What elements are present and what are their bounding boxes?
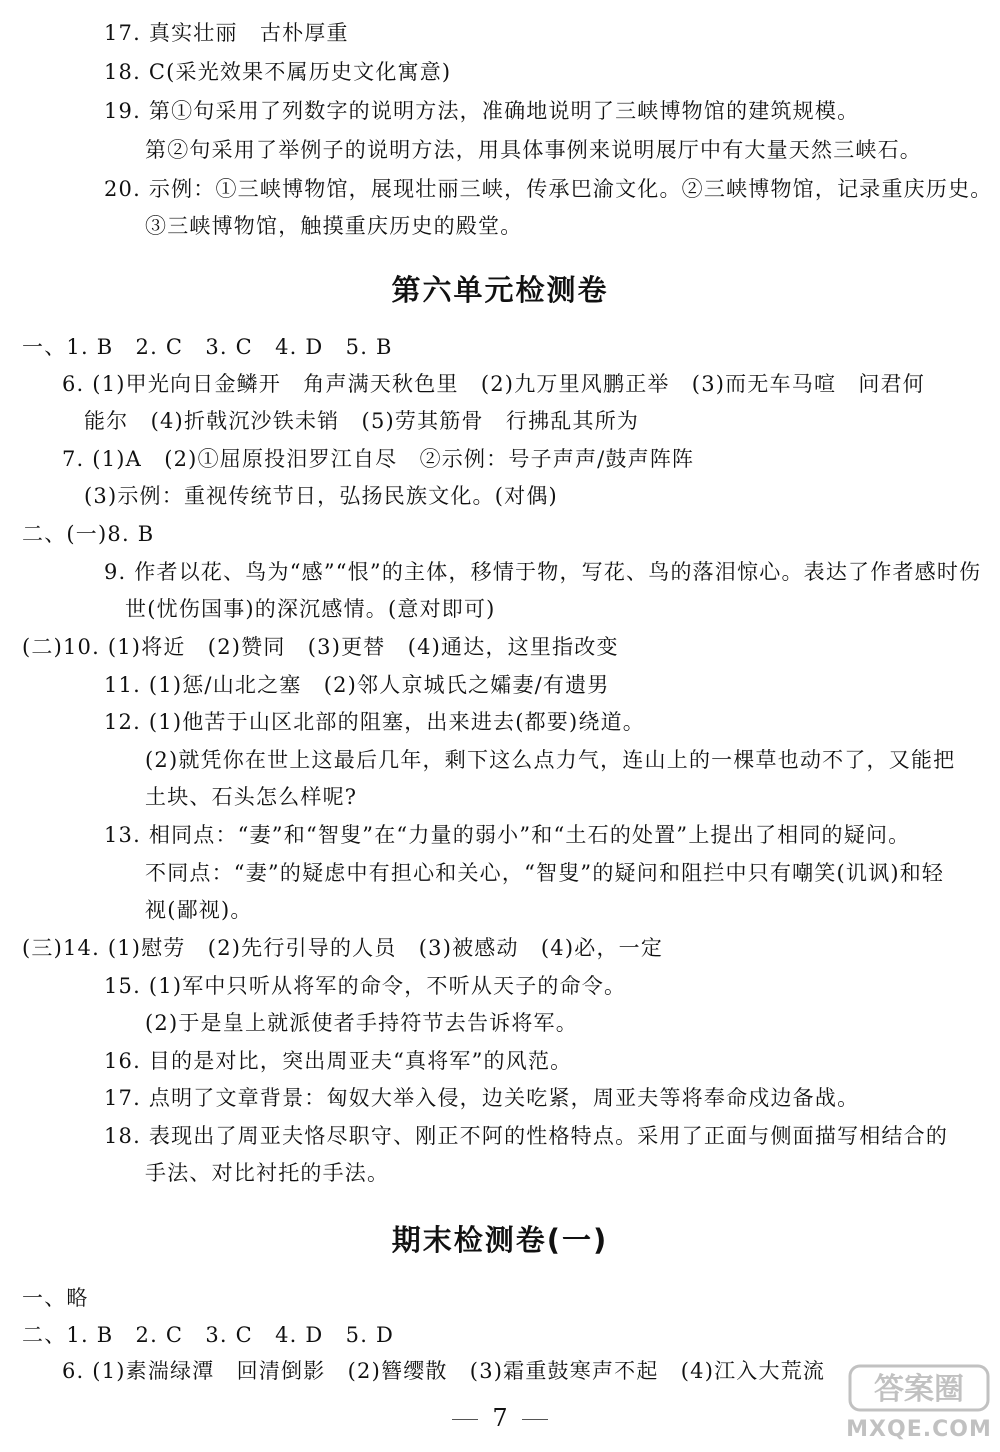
page-number-dash: [452, 1419, 478, 1420]
answer-line: 11. (1)惩/山北之塞 (2)邻人京城氏之孀妻/有遗男: [104, 673, 610, 697]
answer-line: 12. (1)他苦于山区北部的阻塞，出来进去(都要)绕道。: [104, 710, 646, 734]
answer-line: 二、(一)8. B: [22, 522, 155, 546]
answer-line: 13. 相同点：“妻”和“智叟”在“力量的弱小”和“土石的处置”上提出了相同的疑问。: [104, 823, 911, 847]
answer-line: (2)于是皇上就派使者手持符节去告诉将军。: [145, 1011, 578, 1035]
answer-line: (2)就凭你在世上这最后几年，剩下这么点力气，连山上的一棵草也动不了，又能把: [145, 748, 956, 772]
answer-line: 第②句采用了举例子的说明方法，用具体事例来说明展厅中有大量天然三峡石。: [145, 138, 922, 162]
page-number-value: 7: [492, 1404, 508, 1432]
answer-line: ③三峡博物馆，触摸重庆历史的殿堂。: [145, 214, 523, 238]
answer-line: 视(鄙视)。: [145, 898, 253, 922]
answer-line: 18. C(采光效果不属历史文化寓意): [104, 60, 452, 84]
answer-line: 土块、石头怎么样呢?: [145, 785, 358, 809]
answer-line: 6. (1)素湍绿潭 回清倒影 (2)簪缨散 (3)霜重鼓寒声不起 (4)江入大荒流: [62, 1359, 826, 1383]
answer-line: (3)示例：重视传统节日，弘扬民族文化。(对偶): [84, 484, 558, 508]
answer-line: 能尔 (4)折戟沉沙铁未销 (5)劳其筋骨 行拂乱其所为: [84, 409, 640, 433]
answer-line: 世(忧伤国事)的深沉感情。(意对即可): [125, 597, 496, 621]
answer-line: 二、1. B 2. C 3. C 4. D 5. D: [22, 1323, 394, 1347]
section-heading-unit6: 第六单元检测卷: [391, 273, 609, 307]
answer-line: 不同点：“妻”的疑虑中有担心和关心，“智叟”的疑问和阻拦中只有嘲笑(讥讽)和轻: [145, 861, 945, 885]
answer-line: 16. 目的是对比，突出周亚夫“真将军”的风范。: [104, 1049, 573, 1073]
answer-line: 18. 表现出了周亚夫恪尽职守、刚正不阿的性格特点。采用了正面与侧面描写相结合的: [104, 1124, 949, 1148]
answer-line: 手法、对比衬托的手法。: [145, 1161, 390, 1185]
svg-text:答案圈: 答案圈: [874, 1372, 964, 1407]
answer-line: (二)10. (1)将近 (2)赞同 (3)更替 (4)通达，这里指改变: [22, 635, 619, 659]
page-number-dash: [522, 1419, 548, 1420]
answer-line: 9. 作者以花、鸟为“感”“恨”的主体，移情于物，写花、鸟的落泪惊心。表达了作者感时伤: [104, 560, 982, 584]
answer-line: 一、1. B 2. C 3. C 4. D 5. B: [22, 335, 393, 359]
svg-text:MXQE.COM: MXQE.COM: [846, 1417, 992, 1442]
answer-line: 6. (1)甲光向日金鳞开 角声满天秋色里 (2)九万里风鹏正举 (3)而无车马喧 问君何: [62, 372, 925, 396]
watermark-logo: [844, 1362, 994, 1444]
section-heading-final-exam: 期末检测卷(一): [391, 1223, 609, 1257]
answer-line: 17. 点明了文章背景：匈奴大举入侵，边关吃紧，周亚夫等将奉命戍边备战。: [104, 1086, 860, 1110]
answer-line: 一、略: [22, 1286, 89, 1310]
answer-line: 17. 真实壮丽 古朴厚重: [104, 21, 349, 45]
answer-line: 15. (1)军中只听从将军的命令，不听从天子的命令。: [104, 974, 627, 998]
answer-line: 20. 示例：①三峡博物馆，展现壮丽三峡，传承巴渝文化。②三峡博物馆，记录重庆历史。: [104, 177, 993, 201]
answer-line: 7. (1)A (2)①屈原投汨罗江自尽 ②示例：号子声声/鼓声阵阵: [62, 447, 695, 471]
answer-line: 19. 第①句采用了列数字的说明方法，准确地说明了三峡博物馆的建筑规模。: [104, 99, 860, 123]
answer-line: (三)14. (1)慰劳 (2)先行引导的人员 (3)被感动 (4)必，一定: [22, 936, 664, 960]
